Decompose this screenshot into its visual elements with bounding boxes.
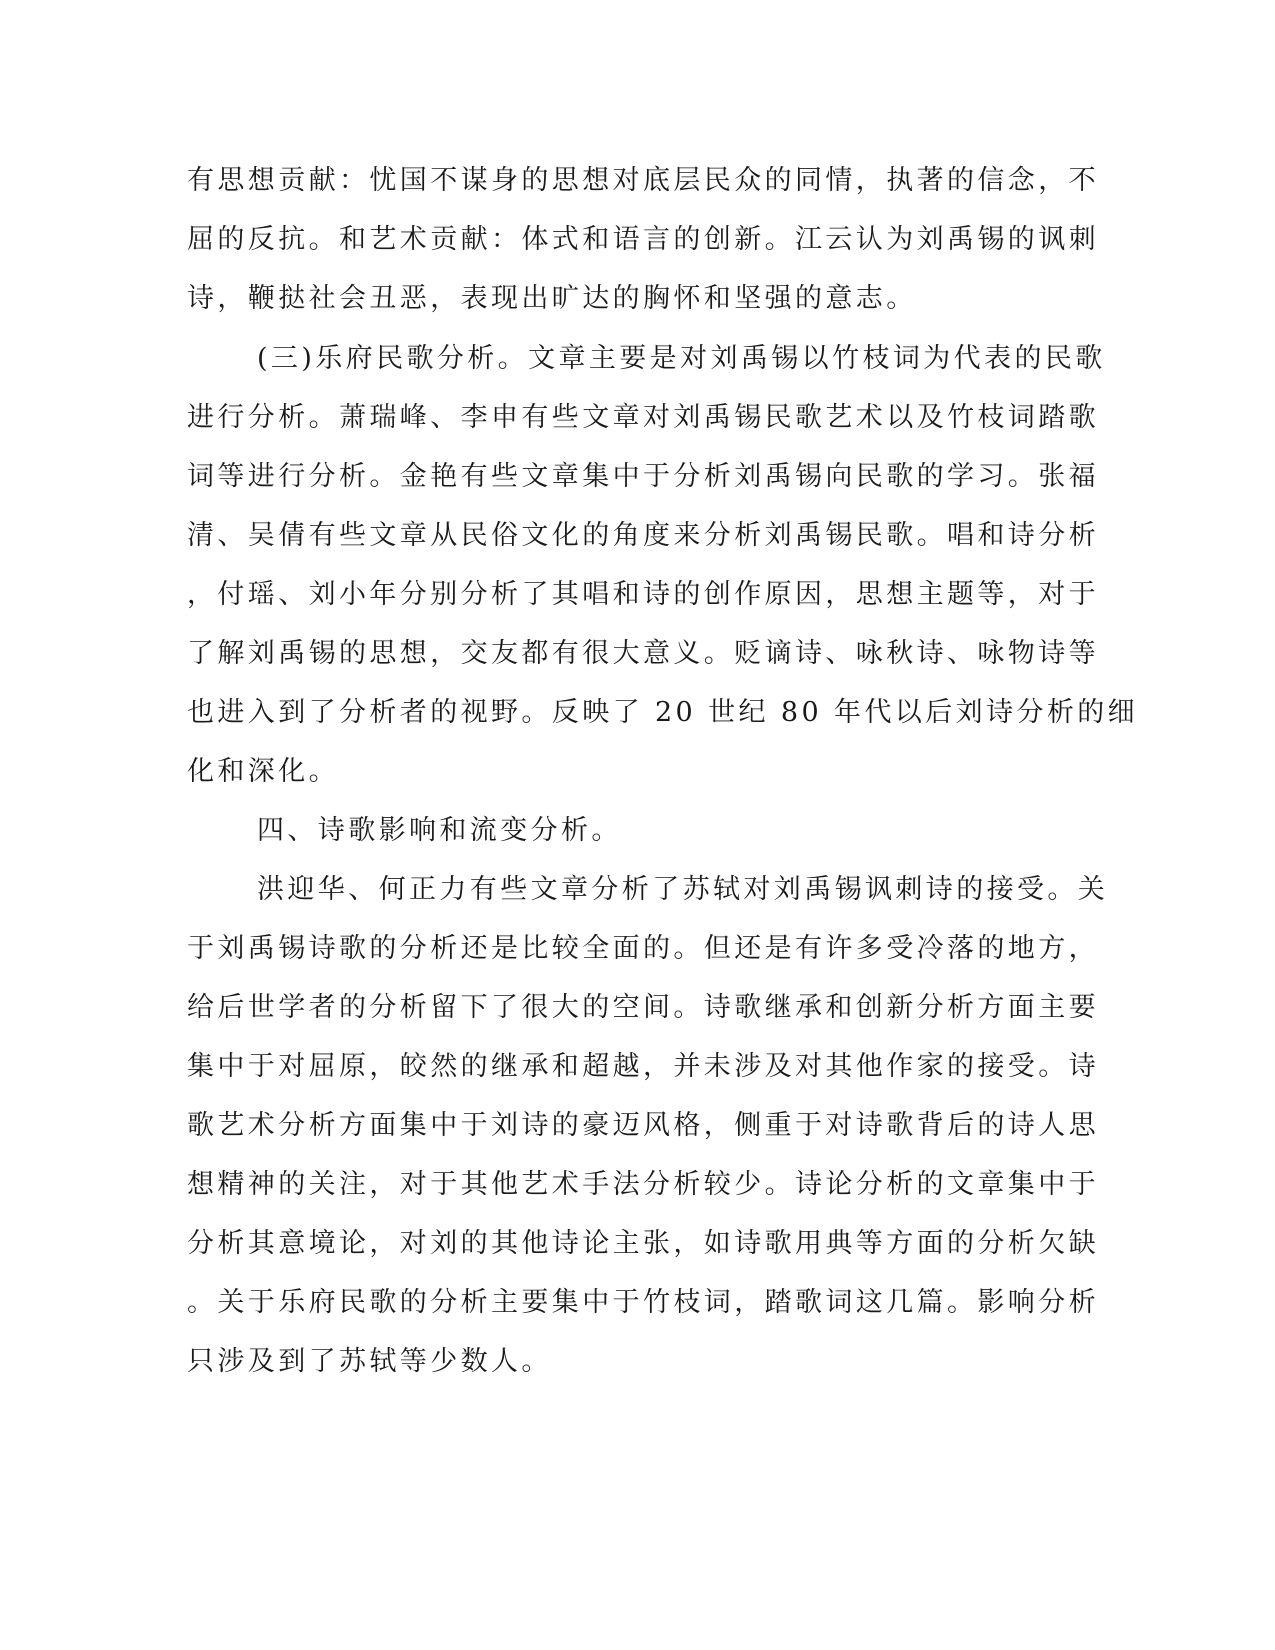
text-line: 集中于对屈原，皎然的继承和超越，并未涉及对其他作家的接受。诗: [187, 1051, 1099, 1082]
text-line: 词等进行分析。金艳有些文章集中于分析刘禹锡向民歌的学习。张福: [187, 461, 1099, 492]
text-line: 也进入到了分析者的视野。反映了 20 世纪 80 年代以后刘诗分析的细: [187, 697, 1139, 728]
text-line: ，付瑶、刘小年分别分析了其唱和诗的创作原因，思想主题等，对于: [187, 579, 1099, 610]
text-line: 洪迎华、何正力有些文章分析了苏轼对刘禹锡讽刺诗的接受。关: [257, 874, 1109, 905]
text-line: 有思想贡献：忧国不谋身的思想对底层民众的同情，执著的信念，不: [187, 165, 1099, 196]
text-line: 屈的反抗。和艺术贡献：体式和语言的创新。江云认为刘禹锡的讽刺: [187, 224, 1099, 255]
text-line: 分析其意境论，对刘的其他诗论主张，如诗歌用典等方面的分析欠缺: [187, 1228, 1099, 1259]
text-line: 。关于乐府民歌的分析主要集中于竹枝词，踏歌词这几篇。影响分析: [187, 1287, 1099, 1318]
text-line: 了解刘禹锡的思想，交友都有很大意义。贬谪诗、咏秋诗、咏物诗等: [187, 638, 1099, 669]
text-line: 歌艺术分析方面集中于刘诗的豪迈风格，侧重于对诗歌背后的诗人思: [187, 1110, 1099, 1141]
section-heading-4: 四、诗歌影响和流变分析。: [257, 815, 622, 846]
text-line: 于刘禹锡诗歌的分析还是比较全面的。但还是有许多受冷落的地方，: [187, 933, 1099, 964]
text-line: 只涉及到了苏轼等少数人。: [187, 1346, 552, 1377]
text-line: 诗，鞭挞社会丑恶，表现出旷达的胸怀和坚强的意志。: [187, 283, 917, 314]
section-heading-3: (三)乐府民歌分析。文章主要是对刘禹锡以竹枝词为代表的民歌: [257, 343, 1106, 374]
text-line: 进行分析。萧瑞峰、李申有些文章对刘禹锡民歌艺术以及竹枝词踏歌: [187, 402, 1099, 433]
text-line: 想精神的关注，对于其他艺术手法分析较少。诗论分析的文章集中于: [187, 1169, 1099, 1200]
text-line: 化和深化。: [187, 756, 339, 787]
text-line: 给后世学者的分析留下了很大的空间。诗歌继承和创新分析方面主要: [187, 992, 1099, 1023]
text-line: 清、吴倩有些文章从民俗文化的角度来分析刘禹锡民歌。唱和诗分析: [187, 520, 1099, 551]
